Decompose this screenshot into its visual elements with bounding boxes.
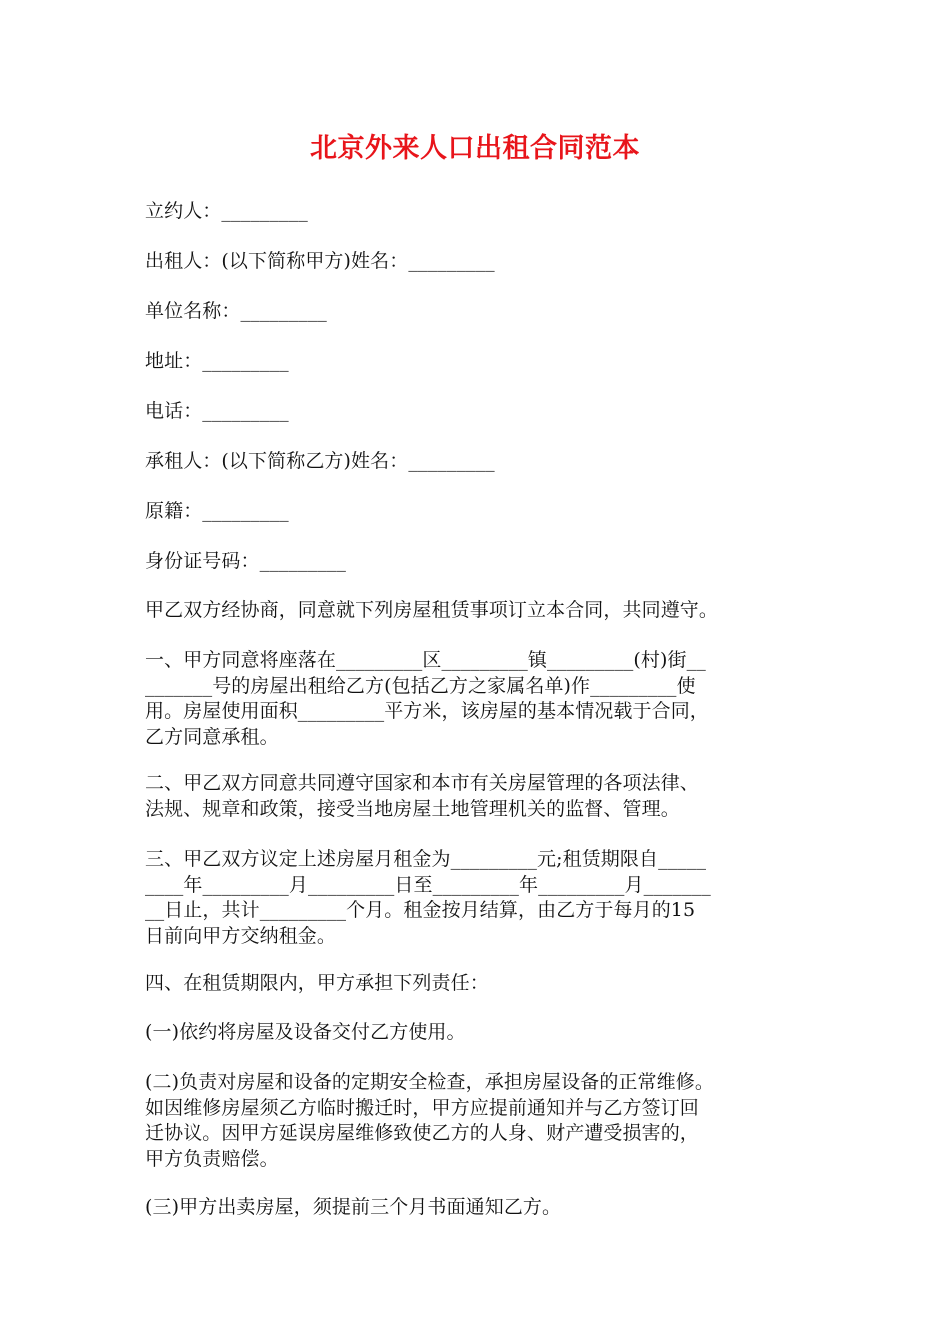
clause-4: 四、在租赁期限内，甲方承担下列责任： — [145, 972, 489, 994]
clause-4-item-1: (一)依约将房屋及设备交付乙方使用。 — [145, 1021, 466, 1043]
clause-3: 三、甲乙双方议定上述房屋月租金为_________元;租赁期限自_____ ____年_________月_________日至_________年_________月_______ __日止，共计_________个月。租金按月结算，由乙方于每月的15 日前向甲方交纳租金。 — [145, 848, 711, 947]
signatory-line: 立约人：_________ — [145, 200, 308, 222]
phone-line: 电话：_________ — [145, 400, 289, 422]
id-number-line: 身份证号码：_________ — [145, 550, 347, 572]
lessor-name-line: 出租人：(以下简称甲方)姓名：_________ — [145, 250, 495, 272]
company-name-line: 单位名称：_________ — [145, 300, 327, 322]
agreement-intro: 甲乙双方经协商，同意就下列房屋租赁事项订立本合同，共同遵守。 — [145, 599, 719, 621]
clause-2: 二、甲乙双方同意共同遵守国家和本市有关房屋管理的各项法律、 法规、规章和政策，接受当地房屋土地管理机关的监督、管理。 — [145, 772, 699, 820]
clause-1: 一、甲方同意将座落在_________区_________镇_________(村)街__ _______号的房屋出租给乙方(包括乙方之家属名单)作_________使 用。房屋使用面积_________平方米，该房屋的基本情况载于合同， 乙方同意承租。 — [145, 649, 709, 748]
address-line: 地址：_________ — [145, 350, 289, 372]
document-title: 北京外来人口出租合同范本 — [310, 133, 640, 164]
lessee-name-line: 承租人：(以下简称乙方)姓名：_________ — [145, 450, 495, 472]
clause-4-item-3: (三)甲方出卖房屋，须提前三个月书面通知乙方。 — [145, 1196, 562, 1218]
clause-4-item-2: (二)负责对房屋和设备的定期安全检查，承担房屋设备的正常维修。 如因维修房屋须乙方临时搬迁时，甲方应提前通知并与乙方签订回 迁协议。因甲方延误房屋维修致使乙方的人身、财产遭受损害的， 甲方负责赔偿。 — [145, 1071, 714, 1170]
native-place-line: 原籍：_________ — [145, 500, 289, 522]
